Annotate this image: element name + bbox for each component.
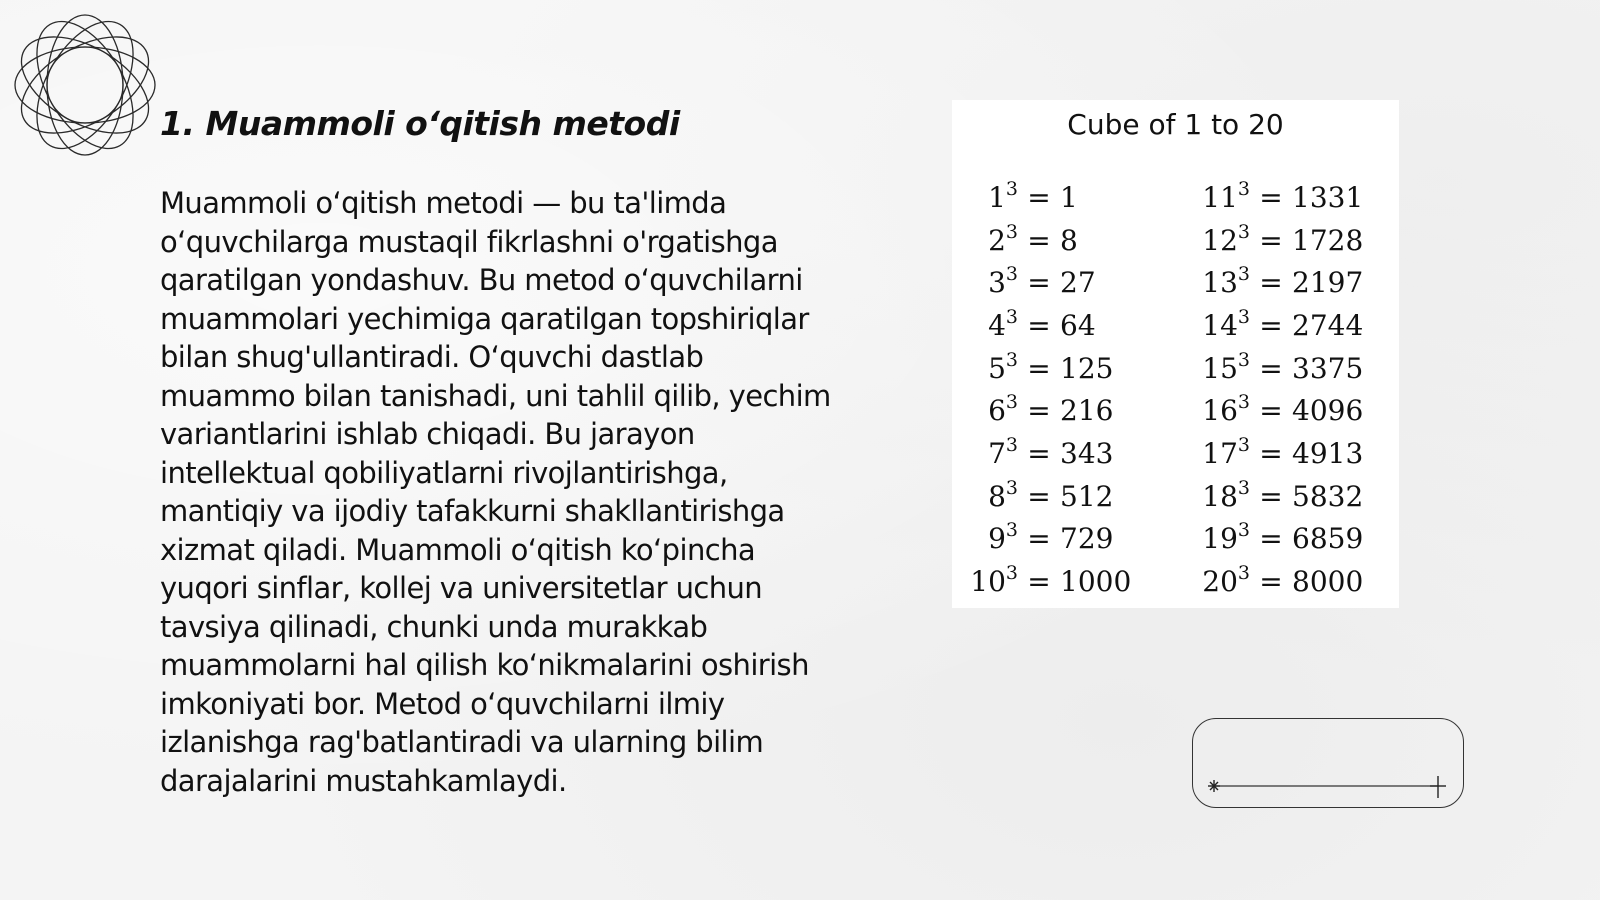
cube-base [960,433,1018,470]
cube-value: 4096 [1292,394,1364,428]
cube-exponent: 3 [1005,476,1018,499]
cube-base-number: 4 [988,308,1006,342]
cube-row [960,261,1131,304]
cube-base [1192,562,1250,599]
cube-value: 343 [1060,436,1114,470]
cube-value: 4913 [1292,436,1364,470]
cube-equals-sign: = [1027,180,1051,214]
cube-equals-sign: = [1027,565,1051,599]
cube-base-number: 12 [1202,223,1238,257]
cube-table-title: Cube of 1 to 20 [1067,108,1284,141]
cube-row [960,347,1131,390]
cube-equals-sign: = [1259,308,1283,342]
cube-base [1192,476,1250,513]
cube-exponent: 3 [1005,391,1018,414]
cube-base-number: 5 [988,351,1006,385]
cube-row [1192,304,1363,347]
cube-table-right-column [1192,176,1363,603]
cube-value: 216 [1060,394,1114,428]
cube-equals-sign: = [1259,565,1283,599]
cube-equals-sign: = [1027,308,1051,342]
cube-exponent: 3 [1237,391,1250,414]
cube-row [1192,176,1363,219]
ruler-box [1192,718,1464,808]
cube-equals-sign: = [1027,223,1051,257]
cube-base-number: 6 [988,394,1006,428]
cube-exponent: 3 [1005,519,1018,542]
cube-equals-sign: = [1027,351,1051,385]
cube-base [960,348,1018,385]
cube-base-number: 17 [1202,436,1238,470]
slide-body-text: Muammoli o‘qitish metodi — bu ta'limda o‘quvchilarga mustaqil fikrlashni o'rgatishga qaratilgan yondashuv. Bu metod o‘quvchilarni muammolari yechimiga qaratilgan topshiriqlar bilan shug'ullantiradi. O‘quvchi dastlab muammo bilan tanishadi, uni tahlil qilib, yechim variantlarini ishlab chiqadi. Bu jarayon intellektual qobiliyatlarni rivojlantirishga, mantiqiy va ijodiy tafakkurni shakllantirishga xizmat qiladi. Muammoli o‘qitish ko‘pincha yuqori sinflar, kollej va universitetlar uchun tavsiya qilinadi, chunki unda murakkab muammolarni hal qilish ko‘nikmalarini oshirish imkoniyati bor. Metod o‘quvchilarni ilmiy izlanishga rag'batlantiradi va ularning bilim darajalarini mustahkamlaydi. [160,186,831,798]
cube-exponent: 3 [1005,562,1018,585]
cube-value: 6859 [1292,522,1364,556]
cube-base [960,220,1018,257]
cube-exponent: 3 [1237,263,1250,286]
cube-value: 1728 [1292,223,1364,257]
cube-base-number: 9 [988,522,1006,556]
cube-base-number: 19 [1202,522,1238,556]
cube-value: 2744 [1292,308,1364,342]
cube-base-number: 16 [1202,394,1238,428]
cube-equals-sign: = [1259,479,1283,513]
cube-base [1192,177,1250,214]
cube-row [1192,560,1363,603]
cube-base-number: 14 [1202,308,1238,342]
cube-exponent: 3 [1237,433,1250,456]
cube-value: 3375 [1292,351,1364,385]
cube-base-number: 3 [988,266,1006,300]
cube-equals-sign: = [1259,394,1283,428]
cube-base-number: 15 [1202,351,1238,385]
cube-base-number: 10 [970,565,1006,599]
cube-equals-sign: = [1259,522,1283,556]
cube-exponent: 3 [1005,433,1018,456]
sparkle-icon [1208,780,1220,792]
cube-equals-sign: = [1027,522,1051,556]
cube-exponent: 3 [1237,476,1250,499]
cube-row [1192,518,1363,561]
crosshair-icon [1430,776,1446,798]
cube-equals-sign: = [1259,180,1283,214]
cube-exponent: 3 [1237,305,1250,328]
cube-row [1192,389,1363,432]
cube-value: 8000 [1292,565,1364,599]
cube-value: 1000 [1060,565,1132,599]
cube-exponent: 3 [1237,220,1250,243]
cube-equals-sign: = [1259,223,1283,257]
cube-base [960,177,1018,214]
cube-base-number: 7 [988,436,1006,470]
cube-base [960,476,1018,513]
cube-base-number: 8 [988,479,1006,513]
cube-equals-sign: = [1027,479,1051,513]
cube-row [1192,475,1363,518]
cube-exponent: 3 [1005,177,1018,200]
cube-exponent: 3 [1005,348,1018,371]
cube-base [1192,391,1250,428]
cube-row [960,219,1131,262]
cube-base [960,562,1018,599]
cube-base [1192,348,1250,385]
cube-row [1192,347,1363,390]
cube-row [1192,432,1363,475]
cube-equals-sign: = [1259,266,1283,300]
cube-base [960,263,1018,300]
cube-row [960,176,1131,219]
cube-row [960,389,1131,432]
cube-base [1192,220,1250,257]
cube-equals-sign: = [1259,436,1283,470]
cube-exponent: 3 [1237,519,1250,542]
cube-row [1192,261,1363,304]
cube-value: 729 [1060,522,1114,556]
cube-row [960,304,1131,347]
cube-exponent: 3 [1005,220,1018,243]
cube-value: 5832 [1292,479,1364,513]
cube-table-card [952,100,1399,608]
cube-base-number: 18 [1202,479,1238,513]
cube-base-number: 11 [1202,180,1238,214]
cube-table-left-column [960,176,1131,603]
cube-row [1192,219,1363,262]
cube-base [960,519,1018,556]
cube-value: 64 [1060,308,1096,342]
cube-base-number: 1 [988,180,1006,214]
cube-base-number: 2 [988,223,1006,257]
cube-exponent: 3 [1237,348,1250,371]
cube-base-number: 13 [1202,266,1238,300]
cube-base [1192,305,1250,342]
cube-equals-sign: = [1259,351,1283,385]
cube-value: 125 [1060,351,1114,385]
cube-base [960,391,1018,428]
cube-base-number: 20 [1202,565,1238,599]
cube-exponent: 3 [1237,562,1250,585]
cube-row [960,518,1131,561]
cube-base [960,305,1018,342]
cube-row [960,475,1131,518]
cube-base [1192,263,1250,300]
cube-value: 27 [1060,266,1096,300]
cube-base [1192,433,1250,470]
cube-row [960,432,1131,475]
circular-rosette-icon [10,10,160,160]
cube-exponent: 3 [1237,177,1250,200]
cube-row [960,560,1131,603]
cube-equals-sign: = [1027,436,1051,470]
slide-title: 1. Muammoli o‘qitish metodi [160,104,680,143]
cube-exponent: 3 [1005,305,1018,328]
cube-value: 512 [1060,479,1114,513]
cube-value: 1 [1060,180,1078,214]
cube-equals-sign: = [1027,394,1051,428]
cube-base [1192,519,1250,556]
cube-equals-sign: = [1027,266,1051,300]
cube-value: 8 [1060,223,1078,257]
cube-exponent: 3 [1005,263,1018,286]
cube-value: 1331 [1292,180,1364,214]
cube-value: 2197 [1292,266,1364,300]
